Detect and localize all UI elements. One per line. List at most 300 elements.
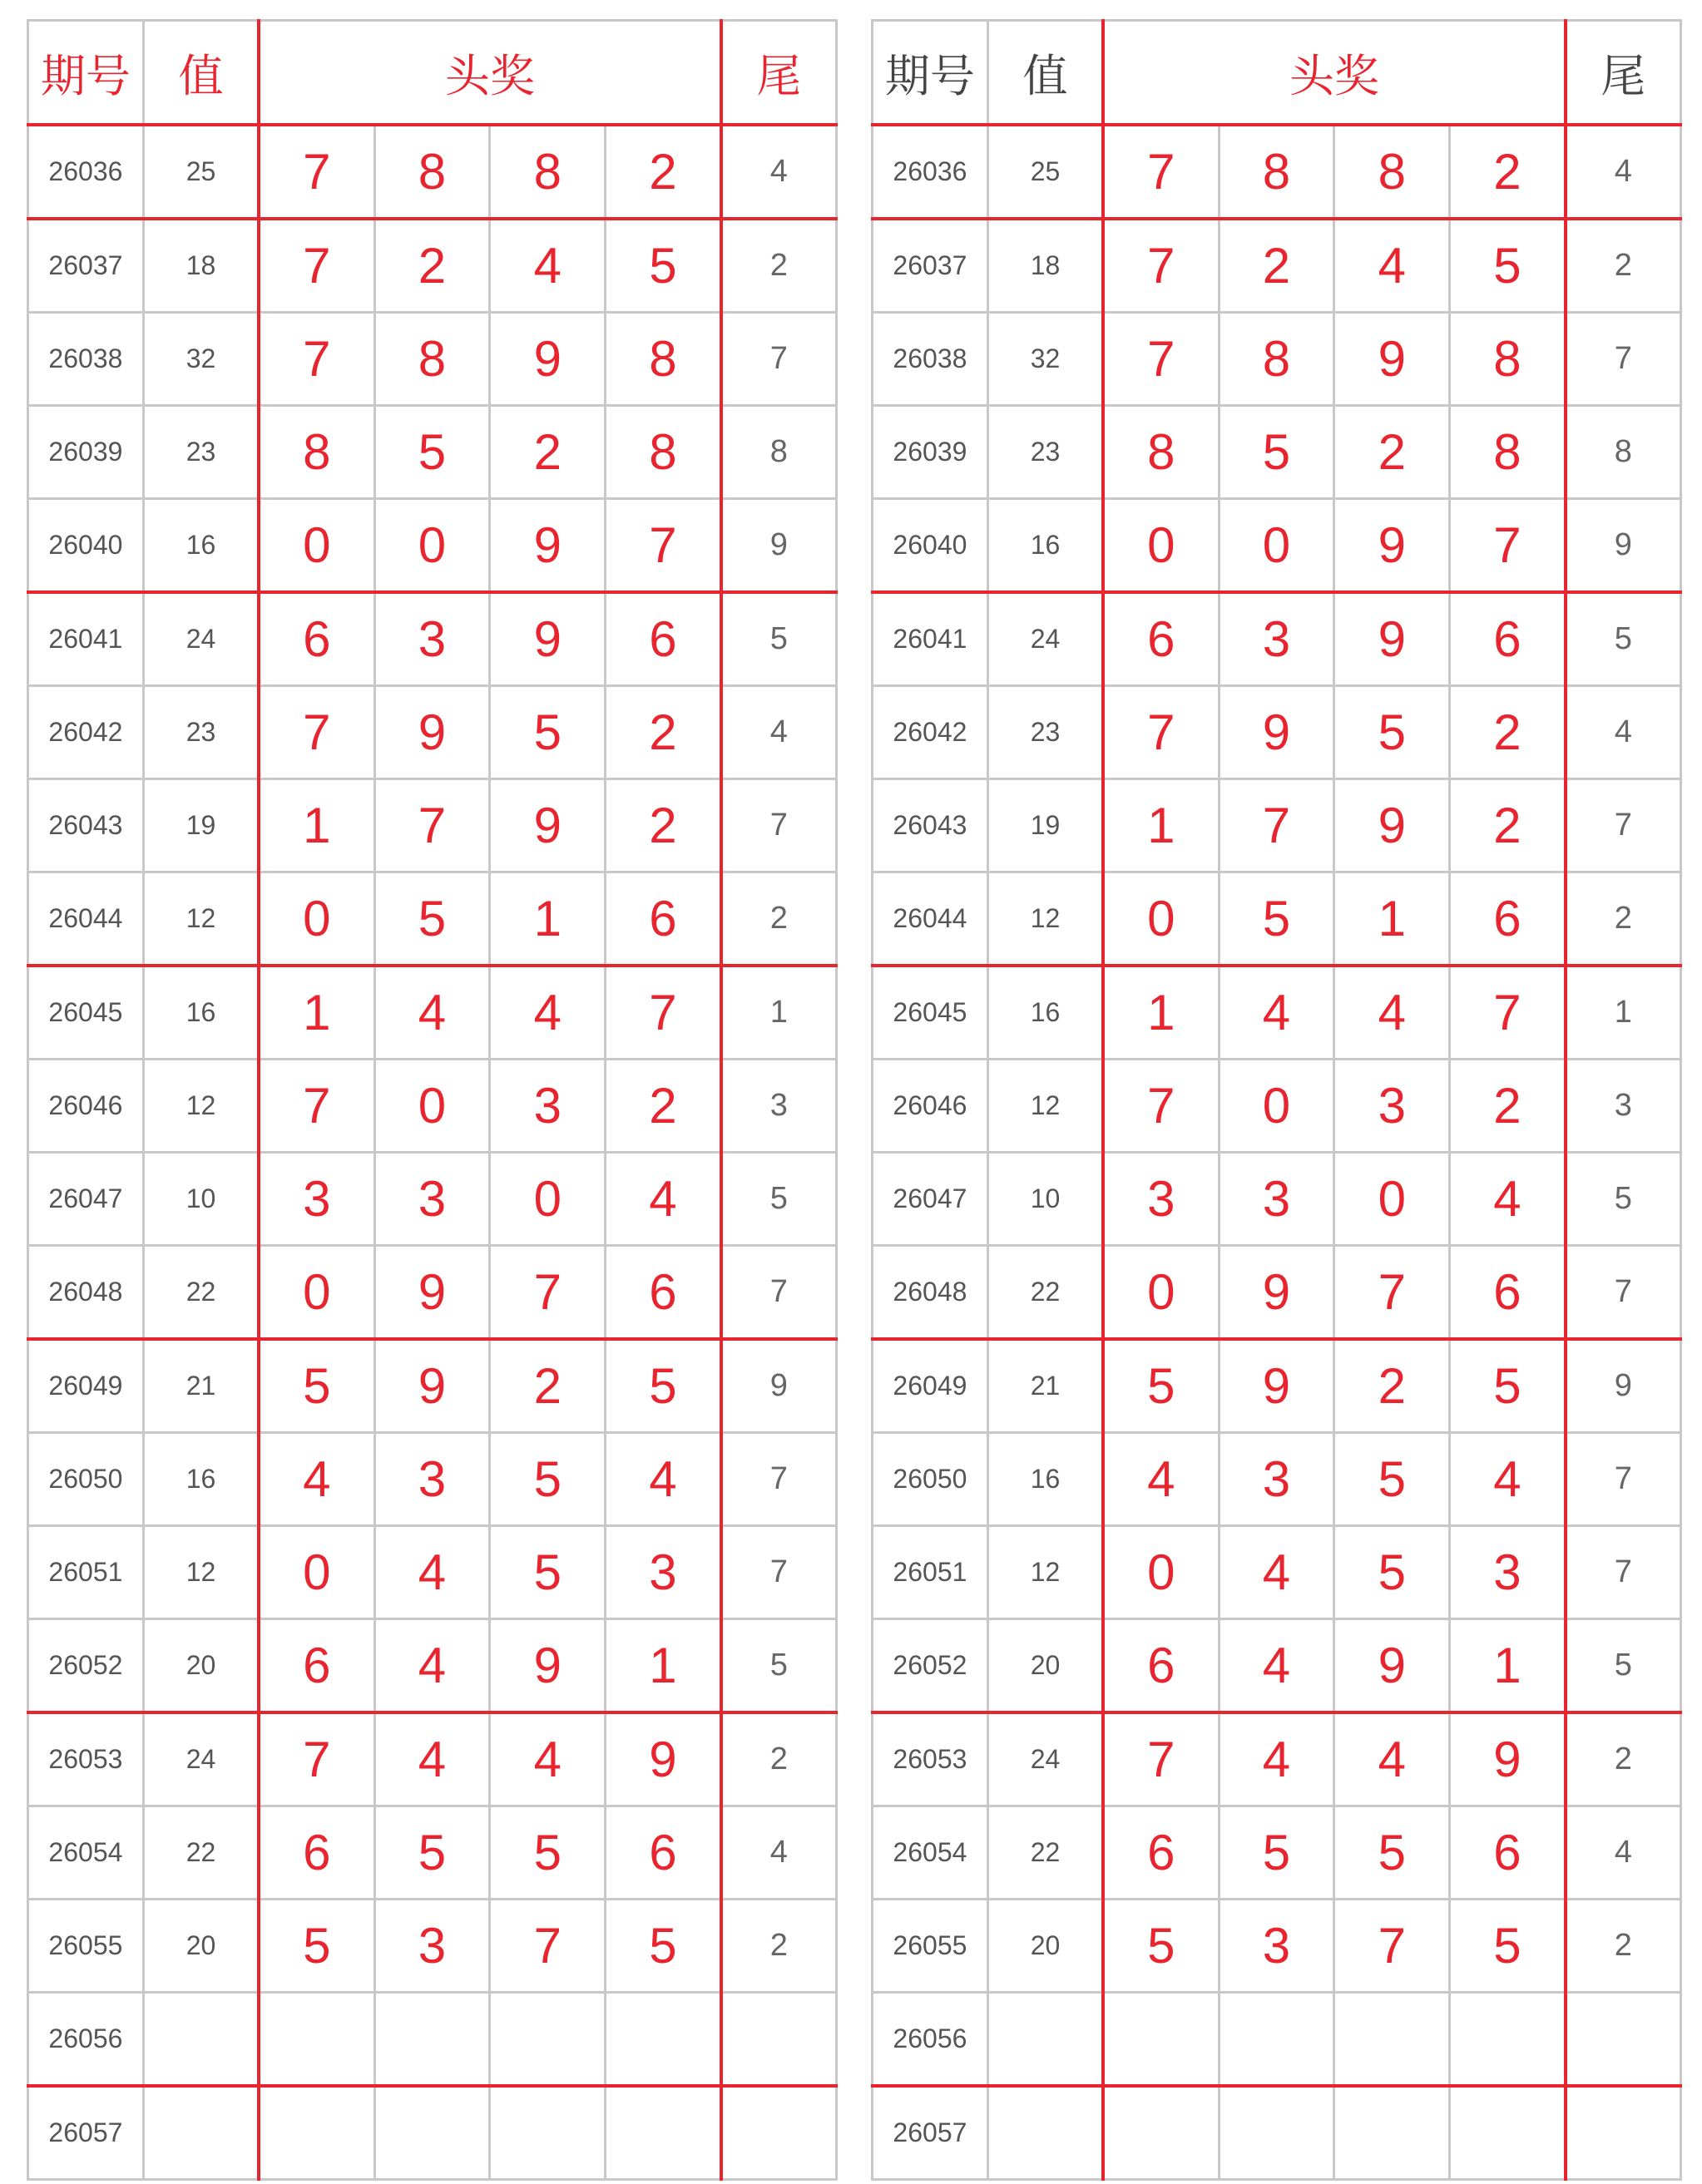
- issue-cell: 26040: [28, 499, 144, 593]
- prize-digit-cell: 7: [1103, 1060, 1219, 1153]
- prize-digit-cell: 6: [1450, 872, 1566, 966]
- value-cell: 16: [143, 499, 259, 593]
- prize-digit-cell: 8: [606, 406, 721, 499]
- prize-digit-cell: 8: [490, 125, 606, 219]
- prize-digit-cell: 7: [1103, 125, 1219, 219]
- prize-digit-cell: 4: [1103, 1433, 1219, 1526]
- prize-digit-cell: 7: [1219, 779, 1334, 872]
- prize-digit-cell: 4: [374, 966, 490, 1060]
- table-row: [873, 1619, 1681, 1713]
- lottery-table-right: [871, 19, 1682, 2162]
- table-row: [28, 779, 837, 872]
- value-cell: 18: [987, 219, 1103, 313]
- issue-cell: 26041: [28, 592, 144, 686]
- table-row: [873, 1153, 1681, 1246]
- prize-digit-cell: 2: [1450, 1060, 1566, 1153]
- value-cell: 12: [987, 872, 1103, 966]
- prize-digit-cell: 1: [490, 872, 606, 966]
- issue-cell: 26054: [28, 1806, 144, 1900]
- prize-digit-cell: 1: [606, 1619, 721, 1713]
- prize-digit-cell: 3: [490, 1060, 606, 1153]
- table-row: [28, 2086, 837, 2180]
- value-cell: 23: [987, 686, 1103, 779]
- issue-cell: 26046: [873, 1060, 988, 1153]
- prize-digit-cell: 2: [490, 406, 606, 499]
- prize-digit-cell: 5: [1334, 1526, 1450, 1619]
- header-tail: 尾: [1566, 21, 1681, 126]
- table-row: [28, 1900, 837, 1993]
- prize-digit-cell: 2: [1450, 125, 1566, 219]
- prize-digit-cell: 7: [259, 1060, 374, 1153]
- value-cell: 20: [987, 1900, 1103, 1993]
- table-row: [28, 1993, 837, 2087]
- prize-digit-cell: 4: [374, 1526, 490, 1619]
- prize-digit-cell: 9: [374, 1339, 490, 1433]
- issue-cell: 26052: [28, 1619, 144, 1713]
- prize-digit-cell: 7: [259, 686, 374, 779]
- table-row: [873, 313, 1681, 406]
- prize-digit-cell: 5: [259, 1900, 374, 1993]
- issue-cell: 26055: [873, 1900, 988, 1993]
- prize-digit-cell: 5: [1219, 1806, 1334, 1900]
- prize-digit-cell: 8: [259, 406, 374, 499]
- prize-digit-cell: 5: [374, 1806, 490, 1900]
- prize-digit-cell: 9: [490, 779, 606, 872]
- issue-cell: 26037: [28, 219, 144, 313]
- prize-digit-cell: 2: [606, 779, 721, 872]
- prize-digit-cell: 8: [1334, 125, 1450, 219]
- value-cell: 22: [143, 1246, 259, 1340]
- issue-cell: 26038: [28, 313, 144, 406]
- prize-digit-cell: 2: [374, 219, 490, 313]
- prize-digit-cell: 0: [1103, 1246, 1219, 1340]
- prize-digit-cell: 5: [1219, 872, 1334, 966]
- table-row: [28, 219, 837, 313]
- value-cell: 19: [987, 779, 1103, 872]
- prize-digit-cell: 0: [1103, 872, 1219, 966]
- issue-cell: 26051: [873, 1526, 988, 1619]
- tail-cell: 2: [721, 872, 837, 966]
- prize-digit-cell: 3: [374, 1153, 490, 1246]
- prize-digit-cell: 7: [606, 499, 721, 593]
- prize-digit-cell: 1: [1334, 872, 1450, 966]
- prize-digit-cell: 7: [259, 1712, 374, 1806]
- value-cell: 12: [143, 1060, 259, 1153]
- prize-digit-cell: [1219, 2086, 1334, 2180]
- prize-digit-cell: [490, 2086, 606, 2180]
- issue-cell: 26047: [873, 1153, 988, 1246]
- prize-digit-cell: [1450, 1993, 1566, 2087]
- tail-cell: 1: [721, 966, 837, 1060]
- prize-digit-cell: 9: [374, 686, 490, 779]
- prize-digit-cell: 5: [374, 406, 490, 499]
- prize-digit-cell: 8: [606, 313, 721, 406]
- value-cell: 23: [987, 406, 1103, 499]
- issue-cell: 26045: [28, 966, 144, 1060]
- tail-cell: 7: [721, 1433, 837, 1526]
- prize-digit-cell: 9: [1219, 1246, 1334, 1340]
- table-row: [873, 686, 1681, 779]
- tail-cell: 7: [1566, 1246, 1681, 1340]
- prize-digit-cell: 6: [1450, 1806, 1566, 1900]
- header-row: [873, 21, 1681, 126]
- prize-digit-cell: 6: [259, 592, 374, 686]
- prize-digit-cell: 0: [374, 499, 490, 593]
- issue-cell: 26045: [873, 966, 988, 1060]
- value-cell: 10: [987, 1153, 1103, 1246]
- prize-digit-cell: 7: [374, 779, 490, 872]
- prize-digit-cell: 8: [1219, 313, 1334, 406]
- tail-cell: 4: [1566, 1806, 1681, 1900]
- tail-cell: 5: [1566, 592, 1681, 686]
- prize-digit-cell: 9: [490, 499, 606, 593]
- prize-digit-cell: 1: [1103, 966, 1219, 1060]
- prize-digit-cell: 9: [1219, 1339, 1334, 1433]
- issue-cell: 26043: [28, 779, 144, 872]
- prize-digit-cell: 7: [1450, 499, 1566, 593]
- tail-cell: 9: [721, 499, 837, 593]
- prize-digit-cell: 2: [1450, 686, 1566, 779]
- table-row: [873, 1526, 1681, 1619]
- prize-digit-cell: 5: [606, 219, 721, 313]
- value-cell: 21: [987, 1339, 1103, 1433]
- issue-cell: 26055: [28, 1900, 144, 1993]
- prize-digit-cell: 7: [606, 966, 721, 1060]
- tail-cell: [721, 1993, 837, 2087]
- table-row: [873, 499, 1681, 593]
- tail-cell: 4: [1566, 686, 1681, 779]
- table-row: [28, 1339, 837, 1433]
- prize-digit-cell: 0: [1103, 1526, 1219, 1619]
- prize-digit-cell: 5: [1450, 1339, 1566, 1433]
- value-cell: 20: [987, 1619, 1103, 1713]
- prize-digit-cell: 4: [1450, 1153, 1566, 1246]
- prize-digit-cell: 7: [259, 219, 374, 313]
- tail-cell: 8: [721, 406, 837, 499]
- prize-digit-cell: 2: [606, 125, 721, 219]
- value-cell: 12: [987, 1526, 1103, 1619]
- prize-digit-cell: 3: [374, 592, 490, 686]
- prize-digit-cell: 9: [374, 1246, 490, 1340]
- issue-cell: 26046: [28, 1060, 144, 1153]
- prize-digit-cell: 5: [374, 872, 490, 966]
- issue-cell: 26057: [28, 2086, 144, 2180]
- issue-cell: 26053: [28, 1712, 144, 1806]
- issue-cell: 26048: [873, 1246, 988, 1340]
- tail-cell: 9: [721, 1339, 837, 1433]
- prize-digit-cell: [1450, 2086, 1566, 2180]
- value-cell: 12: [143, 1526, 259, 1619]
- prize-digit-cell: 2: [606, 686, 721, 779]
- table-row: [873, 219, 1681, 313]
- header-value: 值: [987, 21, 1103, 126]
- tail-cell: 2: [1566, 1712, 1681, 1806]
- prize-digit-cell: 7: [1334, 1900, 1450, 1993]
- table-row: [28, 313, 837, 406]
- prize-digit-cell: 7: [1103, 686, 1219, 779]
- prize-digit-cell: 9: [1334, 1619, 1450, 1713]
- prize-digit-cell: 7: [1103, 313, 1219, 406]
- issue-cell: 26039: [28, 406, 144, 499]
- issue-cell: 26050: [873, 1433, 988, 1526]
- prize-digit-cell: 6: [606, 592, 721, 686]
- prize-digit-cell: 2: [1334, 1339, 1450, 1433]
- table-row: [28, 1526, 837, 1619]
- value-cell: 24: [987, 1712, 1103, 1806]
- prize-digit-cell: 4: [1334, 1712, 1450, 1806]
- prize-digit-cell: 1: [259, 779, 374, 872]
- header-prize: 头奖: [1103, 21, 1565, 126]
- tail-cell: 2: [1566, 219, 1681, 313]
- tail-cell: 2: [1566, 872, 1681, 966]
- prize-digit-cell: 4: [1219, 1526, 1334, 1619]
- table-row: [873, 966, 1681, 1060]
- issue-cell: 26044: [28, 872, 144, 966]
- tail-cell: 9: [1566, 499, 1681, 593]
- issue-cell: 26047: [28, 1153, 144, 1246]
- table-row: [28, 1712, 837, 1806]
- prize-digit-cell: 7: [1450, 966, 1566, 1060]
- prize-digit-cell: 0: [1219, 499, 1334, 593]
- issue-cell: 26050: [28, 1433, 144, 1526]
- issue-cell: 26056: [28, 1993, 144, 2087]
- prize-digit-cell: 4: [1450, 1433, 1566, 1526]
- table-row: [28, 125, 837, 219]
- value-cell: 21: [143, 1339, 259, 1433]
- table-row: [28, 592, 837, 686]
- prize-digit-cell: 4: [1334, 219, 1450, 313]
- table-row: [28, 1060, 837, 1153]
- prize-digit-cell: 0: [259, 1526, 374, 1619]
- prize-digit-cell: 5: [1334, 686, 1450, 779]
- header-issue: 期号: [873, 21, 988, 126]
- value-cell: 24: [987, 592, 1103, 686]
- prize-digit-cell: 2: [1334, 406, 1450, 499]
- tail-cell: 9: [1566, 1339, 1681, 1433]
- value-cell: 32: [987, 313, 1103, 406]
- prize-digit-cell: 0: [1334, 1153, 1450, 1246]
- prize-digit-cell: [1103, 1993, 1219, 2087]
- issue-cell: 26042: [28, 686, 144, 779]
- prize-digit-cell: [490, 1993, 606, 2087]
- value-cell: 22: [987, 1806, 1103, 1900]
- prize-digit-cell: 5: [1103, 1339, 1219, 1433]
- prize-digit-cell: 4: [606, 1153, 721, 1246]
- tail-cell: 7: [721, 313, 837, 406]
- tail-cell: 7: [721, 1526, 837, 1619]
- prize-digit-cell: 8: [374, 125, 490, 219]
- prize-digit-cell: 5: [606, 1339, 721, 1433]
- tail-cell: 8: [1566, 406, 1681, 499]
- prize-digit-cell: 9: [1450, 1712, 1566, 1806]
- issue-cell: 26040: [873, 499, 988, 593]
- tail-cell: 7: [1566, 313, 1681, 406]
- tail-cell: 2: [721, 219, 837, 313]
- prize-digit-cell: 5: [1334, 1433, 1450, 1526]
- table-row: [873, 1900, 1681, 1993]
- prize-digit-cell: 5: [1219, 406, 1334, 499]
- prize-digit-cell: 9: [1334, 313, 1450, 406]
- prize-digit-cell: 6: [1103, 592, 1219, 686]
- prize-digit-cell: 7: [1103, 1712, 1219, 1806]
- prize-digit-cell: 3: [374, 1900, 490, 1993]
- prize-digit-cell: 7: [259, 125, 374, 219]
- prize-digit-cell: [1334, 1993, 1450, 2087]
- prize-digit-cell: 4: [1334, 966, 1450, 1060]
- prize-digit-cell: [259, 1993, 374, 2087]
- tail-cell: 5: [721, 1619, 837, 1713]
- table-row: [28, 686, 837, 779]
- prize-digit-cell: 4: [1219, 1712, 1334, 1806]
- prize-digit-cell: 5: [490, 686, 606, 779]
- value-cell: 22: [143, 1806, 259, 1900]
- prize-digit-cell: 8: [374, 313, 490, 406]
- issue-cell: 26049: [873, 1339, 988, 1433]
- prize-digit-cell: 5: [1450, 1900, 1566, 1993]
- prize-digit-cell: 0: [490, 1153, 606, 1246]
- prize-digit-cell: 3: [1450, 1526, 1566, 1619]
- table-row: [873, 872, 1681, 966]
- table-row: [873, 779, 1681, 872]
- issue-cell: 26043: [873, 779, 988, 872]
- prize-digit-cell: 9: [606, 1712, 721, 1806]
- value-cell: 22: [987, 1246, 1103, 1340]
- tail-cell: 4: [721, 1806, 837, 1900]
- table-row: [28, 1619, 837, 1713]
- value-cell: 12: [987, 1060, 1103, 1153]
- table-row: [873, 125, 1681, 219]
- value-cell: 10: [143, 1153, 259, 1246]
- header-issue: 期号: [28, 21, 144, 126]
- table-row: [873, 2086, 1681, 2180]
- prize-digit-cell: 4: [1219, 966, 1334, 1060]
- prize-digit-cell: 4: [490, 966, 606, 1060]
- value-cell: 19: [143, 779, 259, 872]
- prize-digit-cell: 6: [1103, 1619, 1219, 1713]
- prize-digit-cell: 5: [490, 1526, 606, 1619]
- prize-digit-cell: 0: [259, 1246, 374, 1340]
- value-cell: 25: [987, 125, 1103, 219]
- value-cell: 16: [987, 499, 1103, 593]
- prize-digit-cell: 6: [606, 1246, 721, 1340]
- tail-cell: 7: [721, 779, 837, 872]
- table-row: [873, 1993, 1681, 2087]
- issue-cell: 26037: [873, 219, 988, 313]
- prize-digit-cell: 0: [374, 1060, 490, 1153]
- issue-cell: 26053: [873, 1712, 988, 1806]
- table-row: [28, 1246, 837, 1340]
- results-body: [28, 125, 837, 2180]
- prize-digit-cell: 9: [490, 1619, 606, 1713]
- prize-digit-cell: 9: [1334, 592, 1450, 686]
- value-cell: 25: [143, 125, 259, 219]
- value-cell: [987, 2086, 1103, 2180]
- issue-cell: 26049: [28, 1339, 144, 1433]
- value-cell: 24: [143, 592, 259, 686]
- value-cell: 23: [143, 686, 259, 779]
- prize-digit-cell: 7: [490, 1246, 606, 1340]
- prize-digit-cell: 1: [259, 966, 374, 1060]
- tail-cell: 2: [1566, 1900, 1681, 1993]
- prize-digit-cell: 9: [490, 313, 606, 406]
- prize-digit-cell: 3: [1334, 1060, 1450, 1153]
- prize-digit-cell: 3: [1103, 1153, 1219, 1246]
- prize-digit-cell: [1103, 2086, 1219, 2180]
- value-cell: 20: [143, 1900, 259, 1993]
- prize-digit-cell: 0: [259, 872, 374, 966]
- prize-digit-cell: 5: [1450, 219, 1566, 313]
- tail-cell: 7: [1566, 779, 1681, 872]
- header-tail: 尾: [721, 21, 837, 126]
- table-row: [873, 1246, 1681, 1340]
- value-cell: 16: [143, 1433, 259, 1526]
- value-cell: 16: [987, 1433, 1103, 1526]
- prize-digit-cell: 3: [1219, 592, 1334, 686]
- prize-digit-cell: 3: [259, 1153, 374, 1246]
- prize-digit-cell: 6: [259, 1806, 374, 1900]
- prize-digit-cell: 0: [259, 499, 374, 593]
- prize-digit-cell: 4: [490, 1712, 606, 1806]
- issue-cell: 26036: [28, 125, 144, 219]
- issue-cell: 26042: [873, 686, 988, 779]
- prize-digit-cell: 5: [606, 1900, 721, 1993]
- prize-digit-cell: 7: [1103, 219, 1219, 313]
- table-row: [28, 1153, 837, 1246]
- prize-digit-cell: [606, 2086, 721, 2180]
- results-body: [873, 125, 1681, 2180]
- prize-digit-cell: 6: [606, 872, 721, 966]
- table-row: [873, 1806, 1681, 1900]
- prize-digit-cell: 3: [1219, 1900, 1334, 1993]
- prize-digit-cell: 2: [490, 1339, 606, 1433]
- issue-cell: 26048: [28, 1246, 144, 1340]
- prize-digit-cell: 5: [1334, 1806, 1450, 1900]
- prize-digit-cell: 4: [259, 1433, 374, 1526]
- results-table: [871, 19, 1682, 2181]
- prize-digit-cell: 8: [1450, 313, 1566, 406]
- prize-digit-cell: 4: [490, 219, 606, 313]
- prize-digit-cell: 4: [606, 1433, 721, 1526]
- prize-digit-cell: 3: [1219, 1433, 1334, 1526]
- prize-digit-cell: 8: [1219, 125, 1334, 219]
- tail-cell: 2: [721, 1712, 837, 1806]
- tail-cell: [1566, 1993, 1681, 2087]
- issue-cell: 26052: [873, 1619, 988, 1713]
- table-row: [873, 1339, 1681, 1433]
- prize-digit-cell: 5: [490, 1433, 606, 1526]
- prize-digit-cell: 5: [259, 1339, 374, 1433]
- results-table: [27, 19, 838, 2181]
- prize-digit-cell: 4: [1219, 1619, 1334, 1713]
- prize-digit-cell: 9: [1334, 779, 1450, 872]
- prize-digit-cell: 3: [374, 1433, 490, 1526]
- header-row: [28, 21, 837, 126]
- tail-cell: 5: [721, 1153, 837, 1246]
- prize-digit-cell: 4: [374, 1619, 490, 1713]
- prize-digit-cell: 7: [259, 313, 374, 406]
- tail-cell: 3: [721, 1060, 837, 1153]
- prize-digit-cell: 5: [490, 1806, 606, 1900]
- issue-cell: 26038: [873, 313, 988, 406]
- prize-digit-cell: [374, 2086, 490, 2180]
- issue-cell: 26044: [873, 872, 988, 966]
- issue-cell: 26041: [873, 592, 988, 686]
- table-row: [28, 966, 837, 1060]
- prize-digit-cell: 6: [1450, 1246, 1566, 1340]
- tail-cell: 3: [1566, 1060, 1681, 1153]
- tail-cell: 5: [1566, 1619, 1681, 1713]
- tail-cell: 7: [1566, 1433, 1681, 1526]
